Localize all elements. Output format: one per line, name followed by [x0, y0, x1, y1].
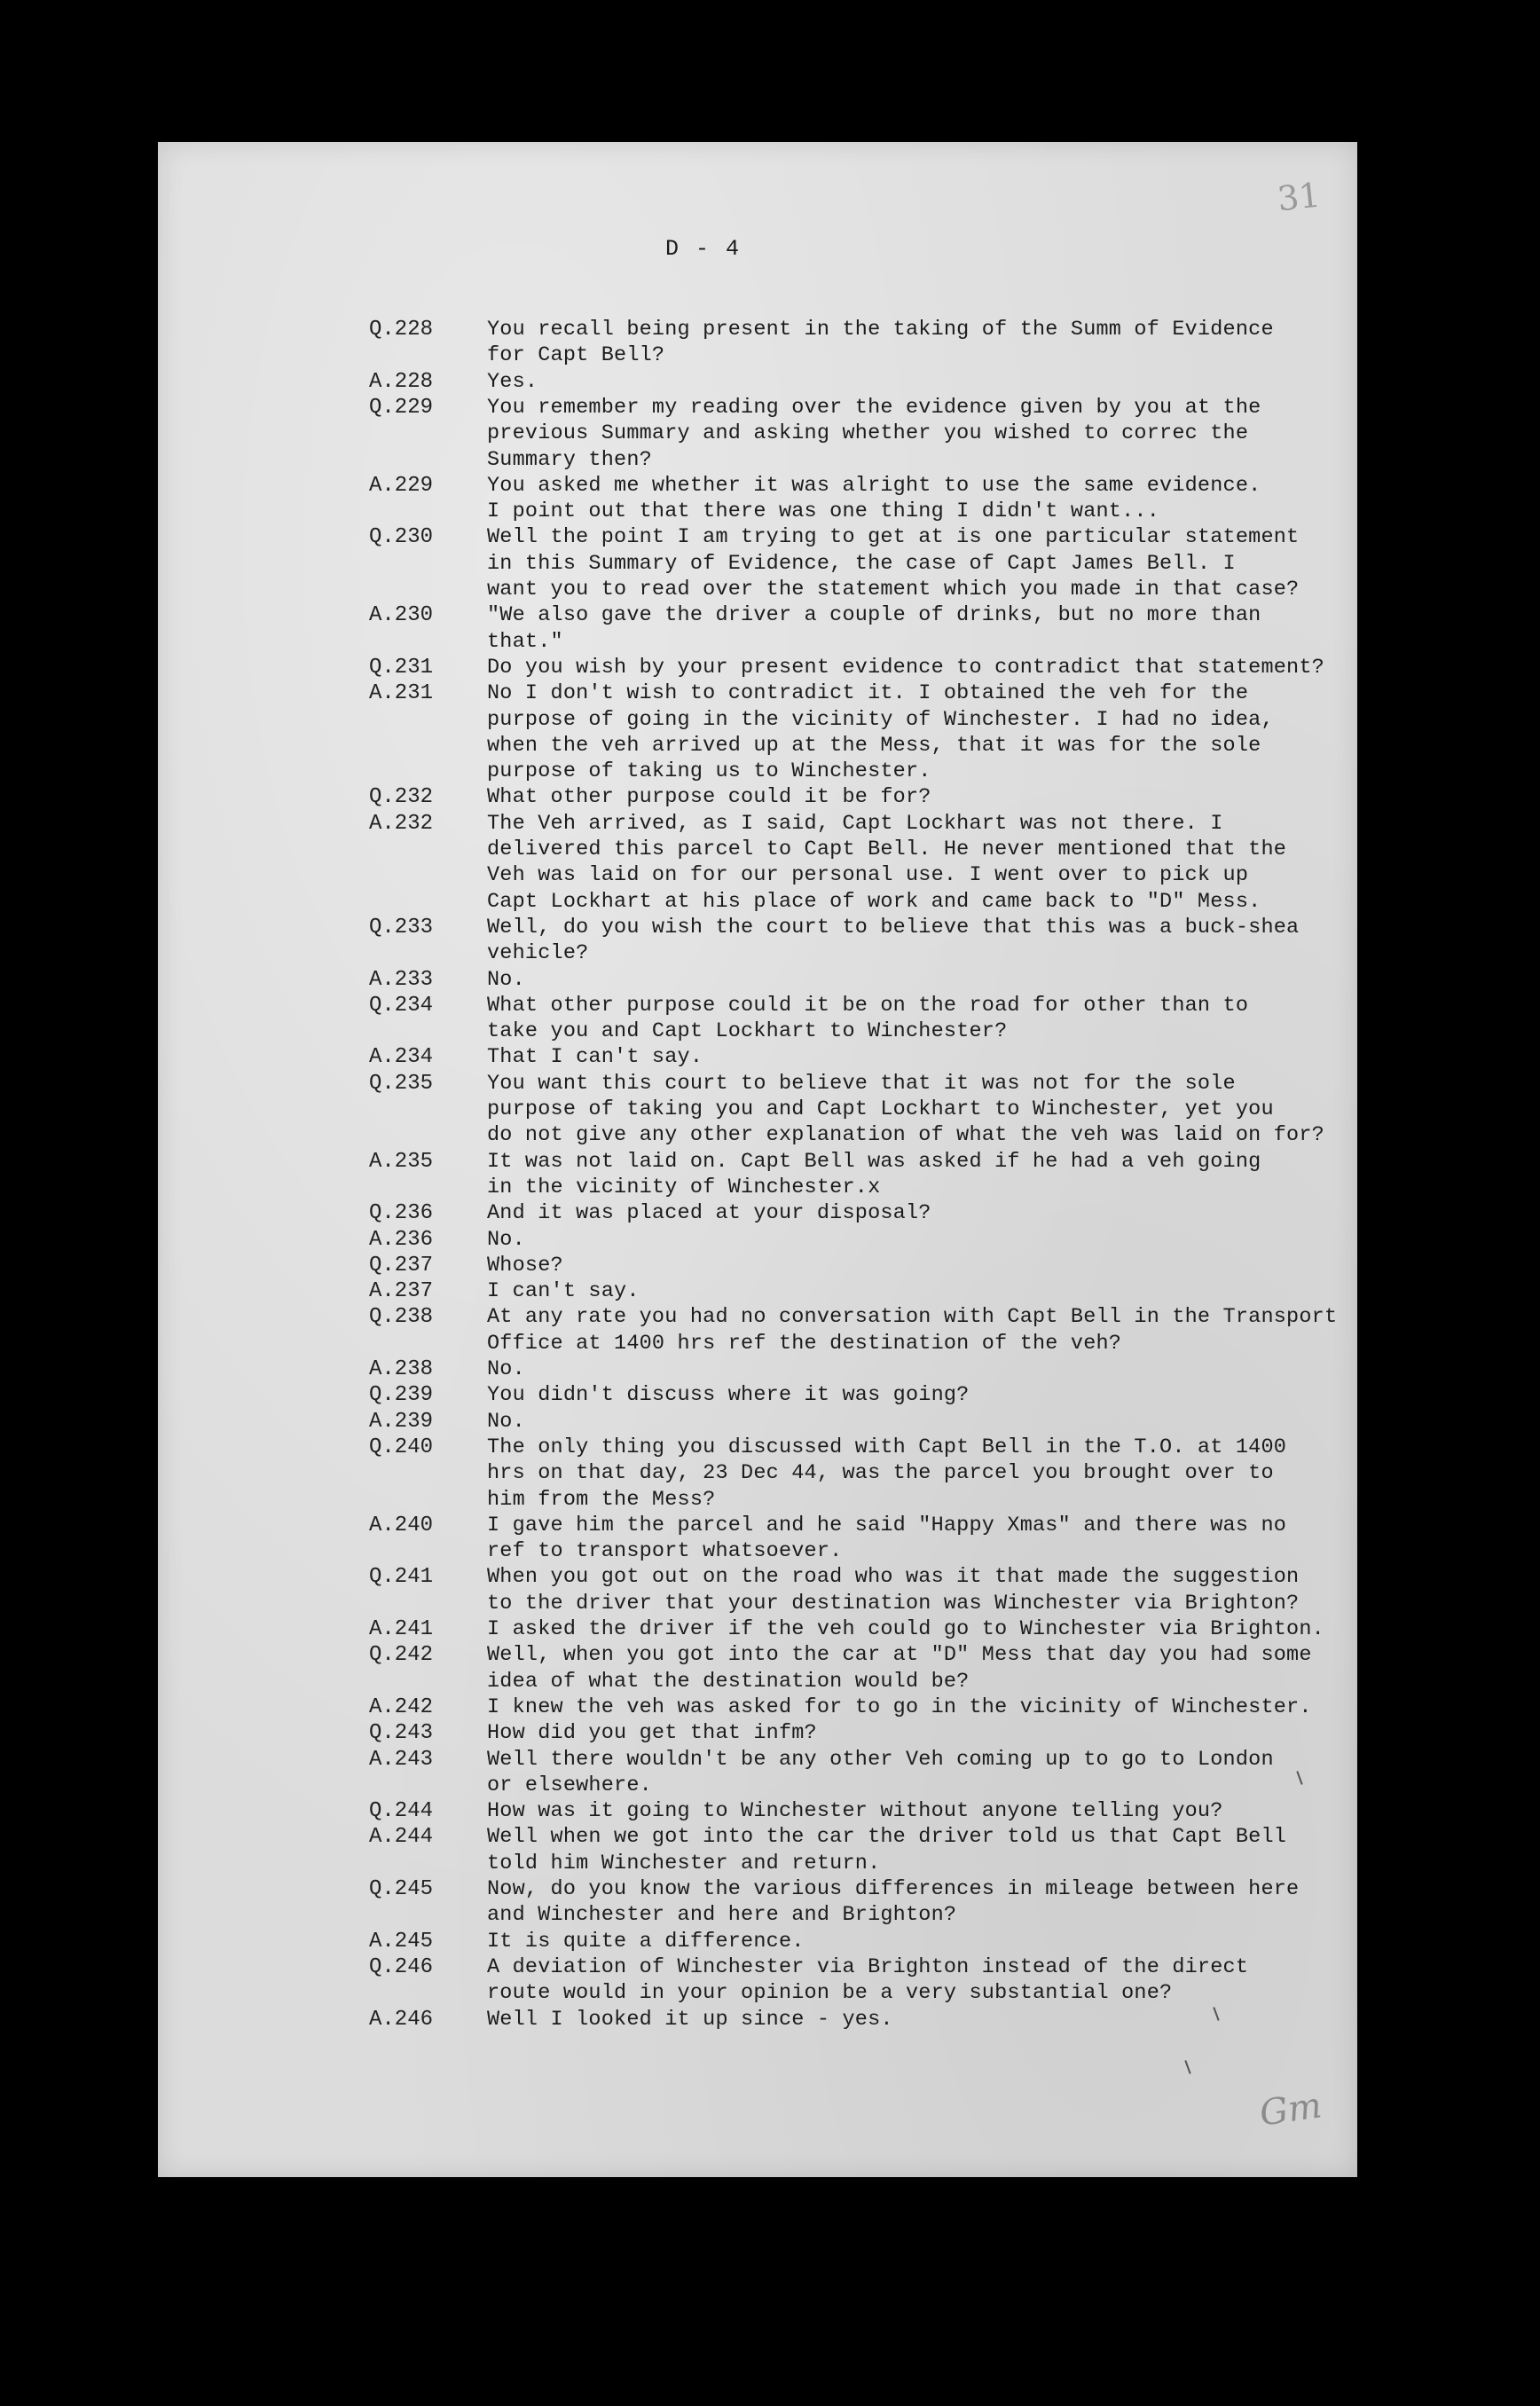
entry-text-line: Well there wouldn't be any other Veh coming up to go to London [487, 1747, 1274, 1772]
entry-text-line: It is quite a difference. [487, 1929, 805, 1954]
entry-text-line: "We also gave the driver a couple of drinks, but no more than [487, 603, 1261, 628]
entry-reference: A.234 [369, 1045, 434, 1070]
entry-text-line: Do you wish by your present evidence to contradict that statement? [487, 655, 1324, 680]
entry-text-line: to the driver that your destination was Winchester via Brighton? [487, 1591, 1300, 1616]
entry-text-line: Now, do you know the various differences in mileage between here [487, 1877, 1300, 1901]
entry-text-line: Capt Lockhart at his place of work and came back to "D" Mess. [487, 889, 1261, 914]
entry-reference: A.245 [369, 1929, 434, 1954]
entry-text-line: You didn't discuss where it was going? [487, 1383, 970, 1408]
entry-text-line: want you to read over the statement which you made in that case? [487, 578, 1300, 602]
entry-text-line: purpose of taking us to Winchester. [487, 759, 931, 784]
entry-reference: Q.237 [369, 1253, 434, 1278]
entry-text-line: purpose of taking you and Capt Lockhart to Winchester, yet you [487, 1097, 1274, 1121]
entry-text-line: in the vicinity of Winchester.x [487, 1175, 881, 1199]
entry-reference: A.229 [369, 473, 434, 498]
entry-text-line: Well, do you wish the court to believe that this was a buck-shea [487, 915, 1300, 940]
entry-text-line: Office at 1400 hrs ref the destination of the veh? [487, 1331, 1122, 1356]
entry-text-line: The Veh arrived, as I said, Capt Lockhart was not there. I [487, 811, 1223, 836]
entry-text-line: vehicle? [487, 941, 589, 966]
entry-reference: A.236 [369, 1227, 434, 1252]
entry-text-line: You recall being present in the taking of the Summ of Evidence [487, 318, 1274, 342]
entry-text-line: The only thing you discussed with Capt Bell in the T.O. at 1400 [487, 1435, 1287, 1459]
entry-text-line: A deviation of Winchester via Brighton instead of the direct [487, 1954, 1249, 1979]
entry-text-line: You want this court to believe that it was not for the sole [487, 1071, 1236, 1096]
entry-reference: A.235 [369, 1149, 434, 1174]
entry-text-line: Veh was laid on for our personal use. I went over to pick up [487, 863, 1249, 888]
entry-text-line: ref to transport whatsoever. [487, 1539, 843, 1564]
entry-text-line: idea of what the destination would be? [487, 1669, 970, 1694]
entry-reference: A.246 [369, 2007, 434, 2032]
entry-text-line: No. [487, 967, 525, 992]
entry-reference: Q.238 [369, 1305, 434, 1330]
entry-text-line: How was it going to Winchester without anyone telling you? [487, 1799, 1223, 1824]
entry-reference: A.241 [369, 1617, 434, 1641]
entry-text-line: Well when we got into the car the driver told us that Capt Bell [487, 1825, 1287, 1850]
entry-text-line: And it was placed at your disposal? [487, 1201, 931, 1226]
entry-text-line: No I don't wish to contradict it. I obtained the veh for the [487, 681, 1249, 706]
entry-text-line: that." [487, 629, 563, 654]
entry-text-line: hrs on that day, 23 Dec 44, was the parcel you brought over to [487, 1461, 1274, 1486]
entry-text-line: when the veh arrived up at the Mess, that it was for the sole [487, 733, 1261, 758]
entry-text-line: I knew the veh was asked for to go in the vicinity of Winchester. [487, 1694, 1312, 1719]
entry-text-line: or elsewhere. [487, 1773, 652, 1797]
entry-reference: A.228 [369, 369, 434, 394]
entry-text-line: What other purpose could it be for? [487, 785, 931, 810]
entry-text-line: for Capt Bell? [487, 343, 665, 368]
entry-reference: Q.229 [369, 395, 434, 420]
entry-reference: Q.231 [369, 655, 434, 680]
entry-text-line: and Winchester and here and Brighton? [487, 1903, 957, 1928]
entry-text-line: Well, when you got into the car at "D" Mess that day you had some [487, 1643, 1312, 1668]
entry-text-line: I can't say. [487, 1279, 640, 1304]
handwritten-initials: Gm [1257, 2085, 1324, 2135]
entry-reference: Q.244 [369, 1799, 434, 1824]
entry-reference: A.243 [369, 1747, 434, 1772]
entry-reference: Q.241 [369, 1565, 434, 1590]
entry-reference: Q.228 [369, 318, 434, 342]
entry-reference: Q.246 [369, 1954, 434, 1979]
entry-text-line: Whose? [487, 1253, 563, 1278]
entry-reference: Q.245 [369, 1877, 434, 1901]
entry-text-line: It was not laid on. Capt Bell was asked if he had a veh going [487, 1149, 1261, 1174]
entry-text-line: You remember my reading over the evidence given by you at the [487, 395, 1261, 420]
entry-text-line: I asked the driver if the veh could go to Winchester via Brighton. [487, 1617, 1324, 1641]
entry-reference: Q.242 [369, 1643, 434, 1668]
entry-reference: Q.232 [369, 785, 434, 810]
entry-reference: Q.234 [369, 993, 434, 1018]
entry-text-line: No. [487, 1409, 525, 1434]
entry-reference: A.237 [369, 1279, 434, 1304]
entry-reference: Q.239 [369, 1383, 434, 1408]
entry-text-line: I gave him the parcel and he said "Happy Xmas" and there was no [487, 1513, 1287, 1537]
entry-reference: Q.233 [369, 915, 434, 940]
entry-text-line: previous Summary and asking whether you wished to correc the [487, 421, 1249, 446]
entry-text-line: in this Summary of Evidence, the case of Capt James Bell. I [487, 551, 1236, 576]
entry-reference: Q.240 [369, 1435, 434, 1459]
entry-reference: A.233 [369, 967, 434, 992]
entry-text-line: route would in your opinion be a very substantial one? [487, 1981, 1173, 2006]
entry-reference: A.239 [369, 1409, 434, 1434]
entry-text-line: told him Winchester and return. [487, 1851, 881, 1875]
entry-reference: Q.236 [369, 1201, 434, 1226]
entry-text-line: Well I looked it up since - yes. [487, 2007, 893, 2032]
entry-text-line: At any rate you had no conversation with Capt Bell in the Transport [487, 1305, 1338, 1330]
entry-text-line: No. [487, 1357, 525, 1381]
entry-text-line: purpose of going in the vicinity of Winchester. I had no idea, [487, 707, 1274, 732]
entry-text-line: I point out that there was one thing I didn't want... [487, 499, 1160, 524]
entry-reference: A.231 [369, 681, 434, 706]
entry-text-line: delivered this parcel to Capt Bell. He never mentioned that the [487, 837, 1287, 861]
entry-text-line: That I can't say. [487, 1045, 703, 1070]
entry-text-line: Summary then? [487, 447, 652, 472]
page-heading: D - 4 [665, 236, 742, 262]
entry-reference: A.230 [369, 603, 434, 628]
entry-text-line: do not give any other explanation of what the veh was laid on for? [487, 1123, 1324, 1148]
entry-text-line: Well the point I am trying to get at is one particular statement [487, 525, 1300, 550]
entry-text-line: You asked me whether it was alright to use the same evidence. [487, 473, 1261, 498]
handwritten-page-number: 31 [1275, 175, 1323, 219]
entry-reference: Q.230 [369, 525, 434, 550]
entry-reference: A.242 [369, 1694, 434, 1719]
entry-text-line: No. [487, 1227, 525, 1252]
entry-reference: Q.243 [369, 1721, 434, 1746]
entry-text-line: Yes. [487, 369, 538, 394]
entry-text-line: take you and Capt Lockhart to Winchester? [487, 1019, 1008, 1044]
entry-reference: A.240 [369, 1513, 434, 1537]
entry-reference: Q.235 [369, 1071, 434, 1096]
entry-text-line: When you got out on the road who was it that made the suggestion [487, 1565, 1300, 1590]
entry-reference: A.244 [369, 1825, 434, 1850]
entry-reference: A.232 [369, 811, 434, 836]
entry-text-line: What other purpose could it be on the road for other than to [487, 993, 1249, 1018]
entry-text-line: How did you get that infm? [487, 1721, 817, 1746]
entry-reference: A.238 [369, 1357, 434, 1381]
entry-text-line: him from the Mess? [487, 1487, 716, 1512]
